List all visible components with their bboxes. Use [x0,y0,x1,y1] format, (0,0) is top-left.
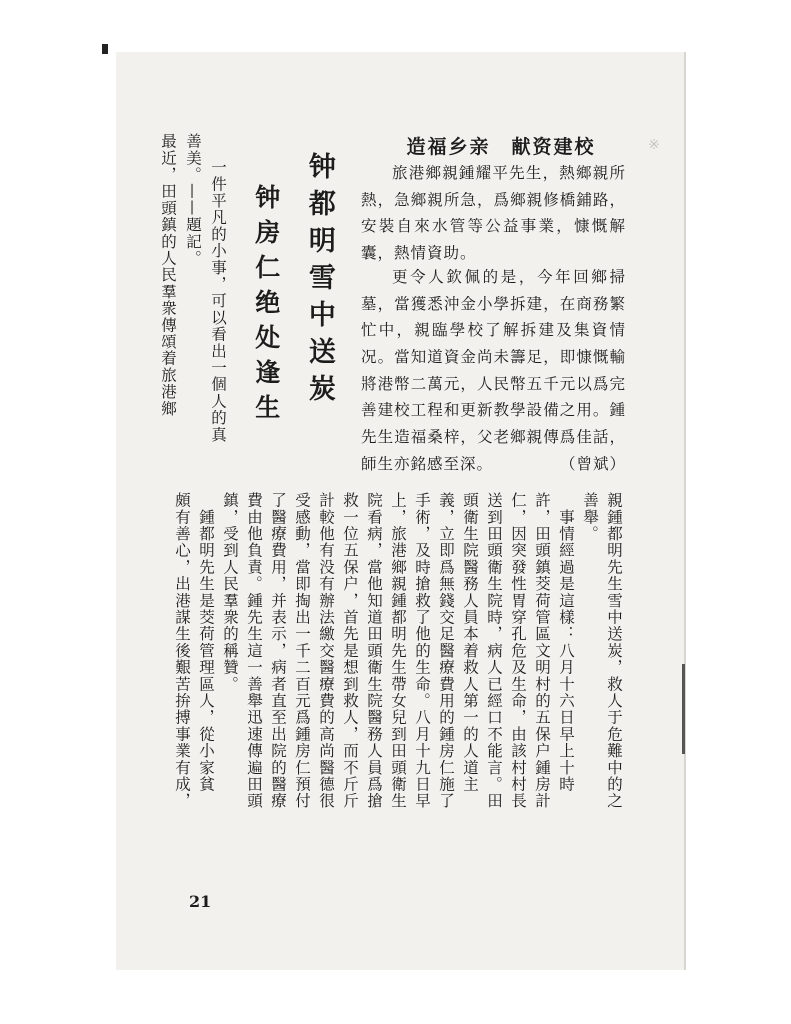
body-column: 費由他負責。鍾先生這一善舉迅速傳遍田頭 [245,492,264,810]
body-column: 頗有善心，出港謀生後艱苦拚搏事業有成， [173,492,192,810]
body-column: 了醫療費用，并表示，病者直至出院的醫療 [269,492,288,810]
epigraph-line: 一件平凡的小事，可以看出一個人的真 [209,159,228,443]
article-paragraph-text: 更令人欽佩的是，今年回鄉掃墓，當獲悉沖金小學拆建，在商務繁忙中，親臨學校了解拆建及集資情况。當知道資金尚未籌足，即慷慨輸將港幣二萬元，人民幣五千元以爲完善建校工程和更新教學設備之用。鍾先生造福桑梓，父老鄉親傳爲佳話，師生亦銘感至深。 [361,268,626,473]
right-edge-mark [682,664,685,754]
body-column: 義，立即爲無錢交足醫療費用的鍾房仁施了 [437,492,456,810]
body-column: 計較他有没有辦法繳交醫療費的高尚醫德很 [317,492,336,810]
article-subtitle-vertical: 钟房仁绝处逢生 [251,184,281,429]
body-column: 鍾都明先生是茭荷管理區人，從小家貧 [197,492,216,793]
body-column: 院看病，當他知道田頭衛生院醫務人員爲搶 [365,492,384,810]
body-column: 最近，田頭鎮的人民羣衆傳頌着旅港鄉 [159,133,178,417]
left-edge-mark [102,44,108,54]
epigraph-line: 善美。——題記。 [184,133,203,267]
body-column: 許，田頭鎮茭荷管區文明村的五保户鍾房計 [533,492,552,810]
body-column: 頭衛生院醫務人員本着救人第一的人道主 [461,492,480,793]
body-column: 手術，及時搶救了他的生命。八月十九日早 [413,492,432,810]
body-column: 受感動，當即掏出一千二百元爲鍾房仁預付 [293,492,312,810]
page-number: 21 [189,892,212,911]
body-column: 事情經過是這樣：八月十六日早上十時 [557,492,576,793]
article-paragraph: 旅港鄉親鍾耀平先生，熱鄉親所熱，急鄉親所急，爲鄉親修橋鋪路，安裝自來水管等公益事業，慷慨解囊，熱情資助。 [361,164,626,262]
bleed-through-mark: ※ [646,137,662,171]
body-column: 仁，因突發性胃穿孔危及生命，由該村村長 [509,492,528,810]
article-paragraph-2 [361,264,626,477]
article-author: （曾斌） [559,454,626,473]
body-column: 送到田頭衛生院時，病人已經口不能言。田 [485,492,504,810]
body-column: 善舉。 [581,492,600,543]
article-title-vertical: 钟都明雪中送炭 [303,152,335,411]
body-column: 救一位五保户，首先是想到救人，而不斤斤 [341,492,360,810]
article-title: 造福乡亲 献资建校 [406,136,596,158]
document-page [116,52,686,970]
body-column: 親鍾都明先生雪中送炭，救人于危難中的之 [605,492,624,810]
body-column: 鎮，受到人民羣衆的稱贊。 [221,492,240,693]
body-column: 上，旅港鄉親鍾都明先生帶女兒到田頭衛生 [389,492,408,810]
